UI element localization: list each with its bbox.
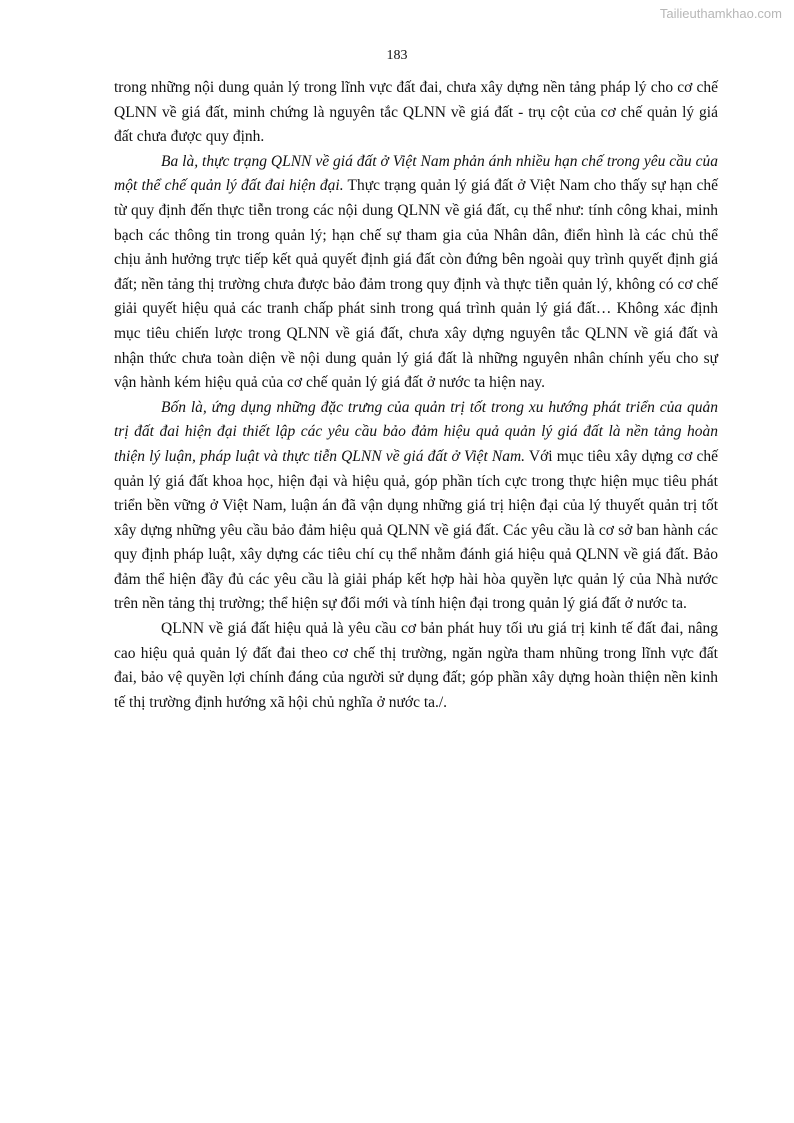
paragraph-text: Thực trạng quản lý giá đất ở Việt Nam cho thấy sự hạn chế từ quy định đến thực tiễn trong các nội dung QLNN về giá đất, cụ thể như: tính công khai, minh bạch các thông tin trong quản lý; hạn chế sự tham gia của Nhân dân, điển hình là các chủ thể chịu ảnh hưởng trực tiếp kết quả quyết định giá đất còn đứng bên ngoài quy trình quyết định giá đất; nền tảng thị trường chưa được bảo đảm trong quy định và thực tiễn quản lý, không có cơ chế giải quyết hiệu quả các tranh chấp phát sinh trong quá trình quản lý giá đất… Không xác định mục tiêu chiến lược trong QLNN về giá đất, chưa xây dựng nguyên tắc QLNN về giá đất và nhận thức chưa toàn diện về nội dung quản lý giá đất là những nguyên nhân chính yếu cho sự vận hành kém hiệu quả của cơ chế quản lý giá đất ở nước ta hiện nay. — [114, 177, 718, 392]
page-number: 183 — [386, 48, 408, 63]
paragraph-text: QLNN về giá đất hiệu quả là yêu cầu cơ bản phát huy tối ưu giá trị kinh tế đất đai, nâng cao hiệu quả quản lý đất đai theo cơ chế thị trường, ngăn ngừa tham nhũng trong lĩnh vực đất đai, bảo vệ quyền lợi chính đáng của người sử dụng đất; góp phần xây dựng hoàn thiện nền kinh tế thị trường định hướng xã hội chủ nghĩa ở nước ta./. — [114, 620, 718, 711]
paragraph-lead-italic: Bốn là, ứng dụng những đặc trưng của quản trị tốt trong xu hướng phát triển của quản trị đất đai hiện đại thiết lập các yêu cầu bảo đảm hiệu quả quản lý giá đất là nền tảng hoàn thiện lý luận, pháp luật và thực tiễn QLNN về giá đất ở Việt Nam. — [114, 398, 718, 465]
watermark-text: Tailieuthamkhao.com — [659, 6, 782, 21]
paragraph-continuation — [114, 76, 718, 150]
paragraph-text: Với mục tiêu xây dựng cơ chế quản lý giá đất khoa học, hiện đại và hiệu quả, góp phần tích cực trong thực hiện mục tiêu phát triển bền vững ở Việt Nam, luận án đã vận dụng những giá trị hiện đại của lý thuyết quản trị tốt xây dựng những yêu cầu bảo đảm hiệu quả QLNN về giá đất. Các yêu cầu là cơ sở ban hành các quy định pháp luật, xây dựng các tiêu chí cụ thể nhằm đánh giá hiệu quả QLNN về giá đất. Bảo đảm thể hiện đầy đủ các yêu cầu là giải pháp kết hợp hài hòa quyền lực quản lý của Nhà nước trên nền tảng thị trường; thể hiện sự đổi mới và tính hiện đại trong quản lý giá đất ở nước ta. — [114, 447, 718, 613]
paragraph-lead-italic: Ba là, thực trạng QLNN về giá đất ở Việt Nam phản ánh nhiều hạn chế trong yêu cầu của một thể chế quản lý đất đai hiện đại. — [114, 152, 718, 195]
paragraph-text: trong những nội dung quản lý trong lĩnh vực đất đai, chưa xây dựng nền tảng pháp lý cho cơ chế QLNN về giá đất, minh chứng là nguyên tắc QLNN về giá đất - trụ cột của cơ chế quản lý giá đất chưa được quy định. — [114, 79, 718, 146]
paragraph-bon-la — [114, 396, 718, 617]
paragraph-ba-la — [114, 150, 718, 396]
document-body — [114, 76, 718, 715]
paragraph-conclusion — [114, 617, 718, 715]
